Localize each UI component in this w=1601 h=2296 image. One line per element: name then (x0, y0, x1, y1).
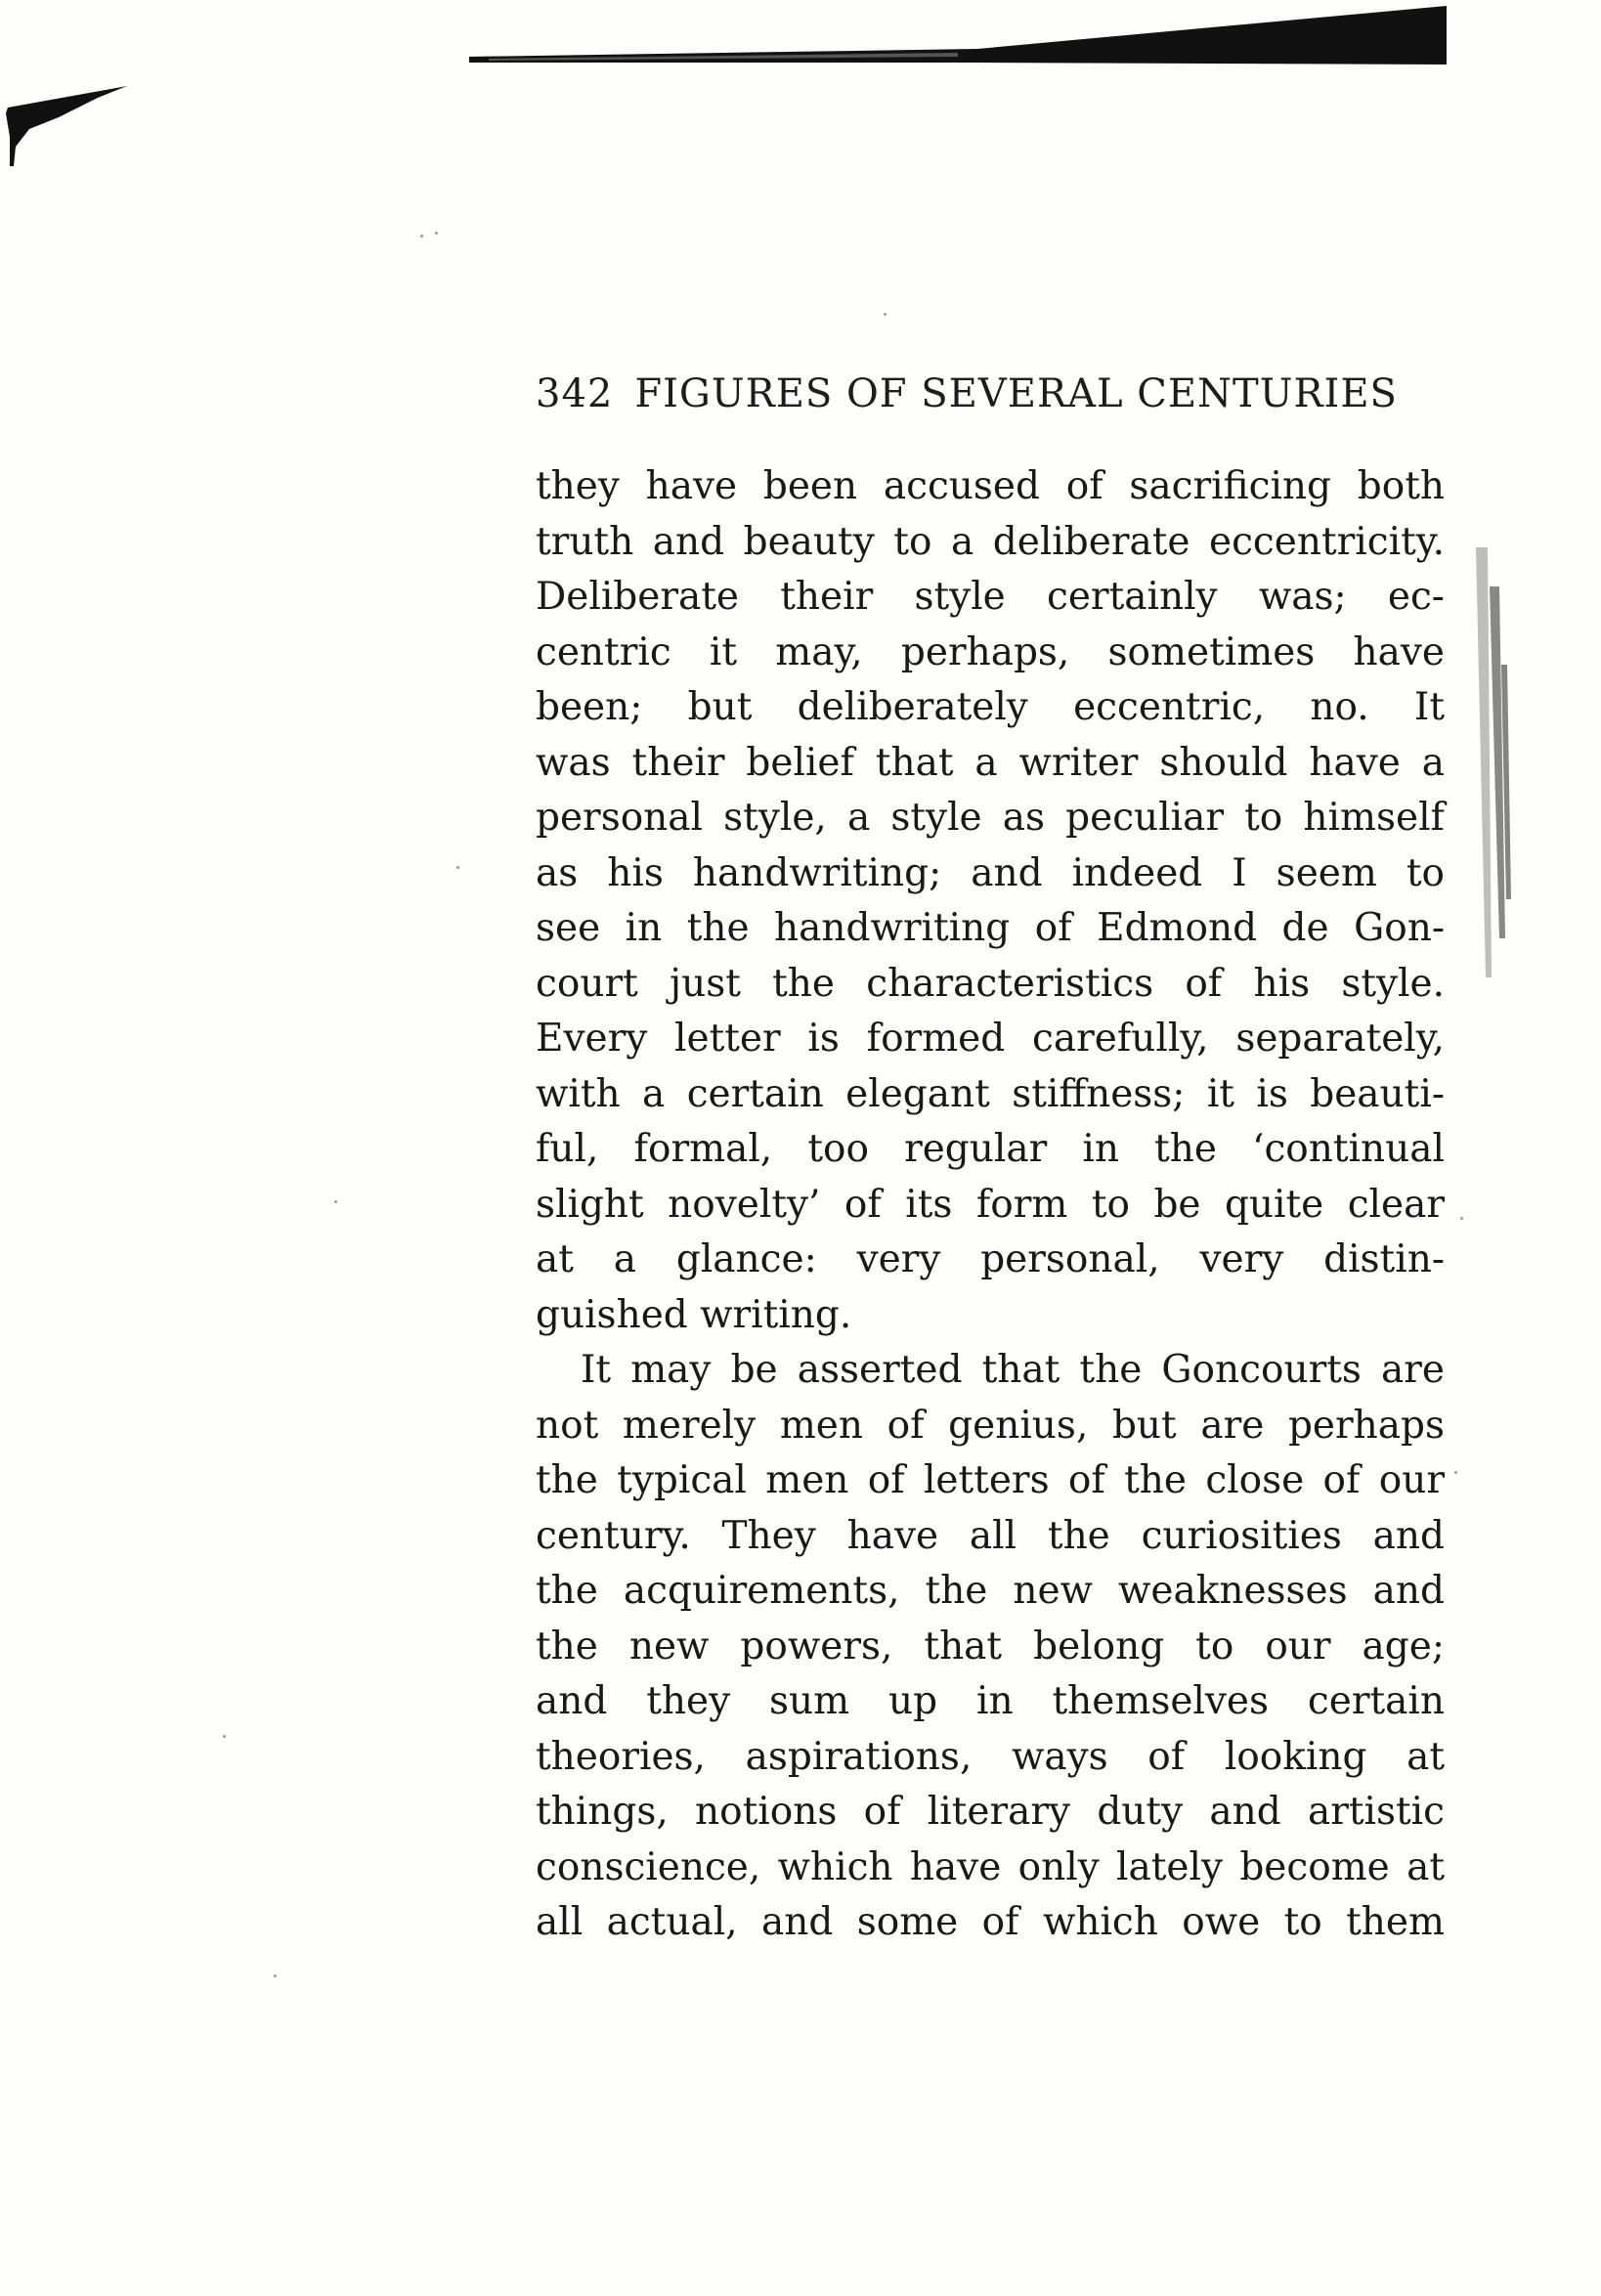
scan-speck (456, 866, 459, 869)
text-line: not merely men of genius, but are perhaps (536, 1403, 1445, 1448)
text-line: guished writing. (536, 1292, 852, 1337)
scan-speck (884, 313, 887, 316)
text-line: conscience, which have only lately become at (536, 1844, 1445, 1889)
scan-speck (274, 1974, 277, 1977)
text-line: see in the handwriting of Edmond de Gon- (536, 906, 1445, 950)
scan-speck (1454, 1471, 1457, 1474)
text-line: centric it may, perhaps, sometimes have (536, 629, 1445, 674)
text-line: slight novelty’ of its form to be quite clear (536, 1182, 1445, 1227)
scan-speck (334, 1200, 337, 1203)
text-line: the typical men of letters of the close of our (536, 1458, 1445, 1502)
text-line: they have been accused of sacrificing both (536, 464, 1445, 508)
page-number: 342 (536, 371, 614, 416)
text-line: was their belief that a writer should have a (536, 740, 1445, 785)
running-head (536, 371, 1445, 416)
text-line: century. They have all the curiosities and (536, 1513, 1445, 1558)
running-title: FIGURES OF SEVERAL CENTURIES (634, 371, 1398, 416)
scan-speck (435, 232, 438, 235)
scan-bleed-strip (1466, 547, 1525, 977)
text-line: It may be asserted that the Goncourts are (581, 1348, 1445, 1392)
text-line: the acquirements, the new weaknesses and (536, 1569, 1445, 1613)
paragraph (536, 459, 1445, 1343)
text-line: Deliberate their style certainly was; ec- (536, 575, 1445, 619)
scan-corner-mark (0, 78, 137, 166)
scan-speck (420, 235, 423, 238)
text-line: as his handwriting; and indeed I seem to (536, 850, 1445, 895)
scan-speck (223, 1735, 226, 1738)
text-line: theories, aspirations, ways of looking at (536, 1734, 1445, 1779)
text-line: with a certain elegant stiffness; it is beauti- (536, 1071, 1445, 1116)
scan-speck (1460, 1217, 1463, 1220)
text-line: personal style, a style as peculiar to himself (536, 796, 1445, 840)
text-line: at a glance: very personal, very distin- (536, 1237, 1445, 1281)
text-line: all actual, and some of which owe to them (536, 1900, 1445, 1944)
text-line: and they sum up in themselves certain (536, 1679, 1445, 1723)
scan-edge-shadow (469, 0, 1447, 68)
text-line: the new powers, that belong to our age; (536, 1624, 1445, 1668)
text-line: ful, formal, too regular in the ‘continual (536, 1127, 1445, 1171)
text-line: been; but deliberately eccentric, no. It (536, 685, 1445, 729)
text-line: Every letter is formed carefully, separately, (536, 1017, 1445, 1061)
text-line: truth and beauty to a deliberate eccentricity. (536, 519, 1445, 564)
paragraph (536, 1343, 1445, 1951)
text-line: court just the characteristics of his style. (536, 961, 1445, 1006)
text-line: things, notions of literary duty and artistic (536, 1790, 1445, 1834)
body-text (536, 459, 1445, 1951)
